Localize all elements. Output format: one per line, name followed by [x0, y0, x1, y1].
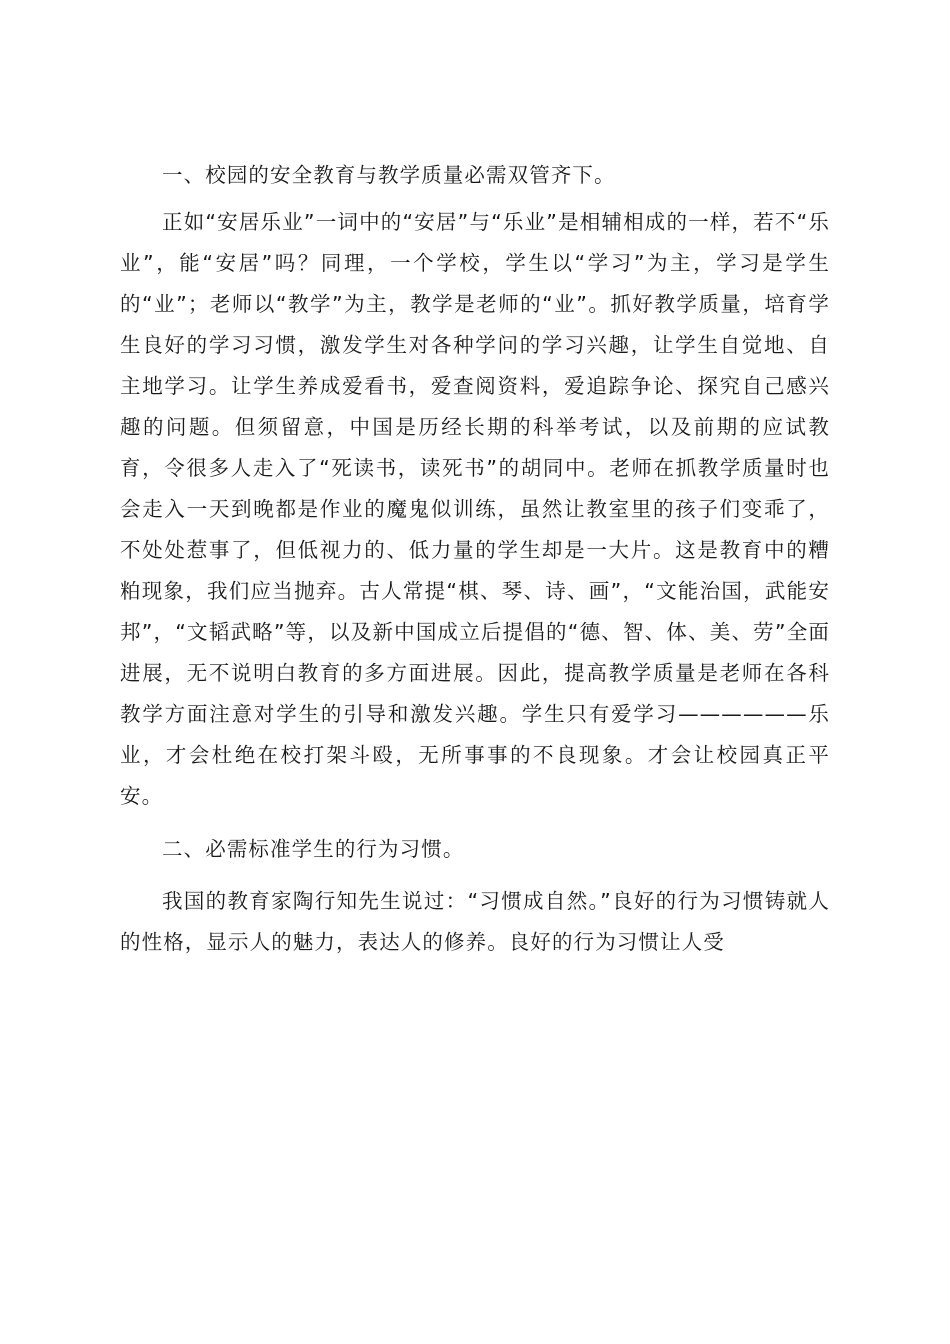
section-heading-1: 一、校园的安全教育与教学质量必需双管齐下。	[162, 163, 616, 187]
section-heading-2: 二、必需标准学生的行为习惯。	[162, 837, 465, 861]
body-paragraph-1: 正如“安居乐业”一词中的“安居”与“乐业”是相辅相成的一样，若不“乐业”，能“安居”吗？同理，一个学校，学生以“学习”为主，学习是学生的“业”；老师以“教学”为主，教学是老师的“业”。抓好教学质量，培育学生良好的学习习惯，激发学生对各种学问的学习兴趣，让学生自觉地、自主地学习。让学生养成爱看书，爱查阅资料，爱追踪争论、探究自己感兴趣的问题。但须留意，中国是历经长期的科举考试，以及前期的应试教育，令很多人走入了“死读书，读死书”的胡同中。老师在抓教学质量时也会走入一天到晚都是作业的魔鬼似训练，虽然让教室里的孩子们变乖了，不处处惹事了，但低视力的、低力量的学生却是一大片。这是教育中的糟粕现象，我们应当抛弃。古人常提“棋、琴、诗、画”，“文能治国，武能安邦”，“文韬武略”等，以及新中国成立后提倡的“德、智、体、美、劳”全面进展，无不说明白教育的多方面进展。因此，提高教学质量是老师在各科教学方面注意对学生的引导和激发兴趣。学生只有爱学习——————乐业，才会杜绝在校打架斗殴，无所事事的不良现象。才会让校园真正平安。	[120, 210, 830, 808]
body-paragraph-2: 我国的教育家陶行知先生说过：“习惯成自然。”良好的行为习惯铸就人的性格，显示人的魅力，表达人的修养。良好的行为习惯让人受	[120, 889, 830, 954]
document-body	[120, 155, 830, 963]
